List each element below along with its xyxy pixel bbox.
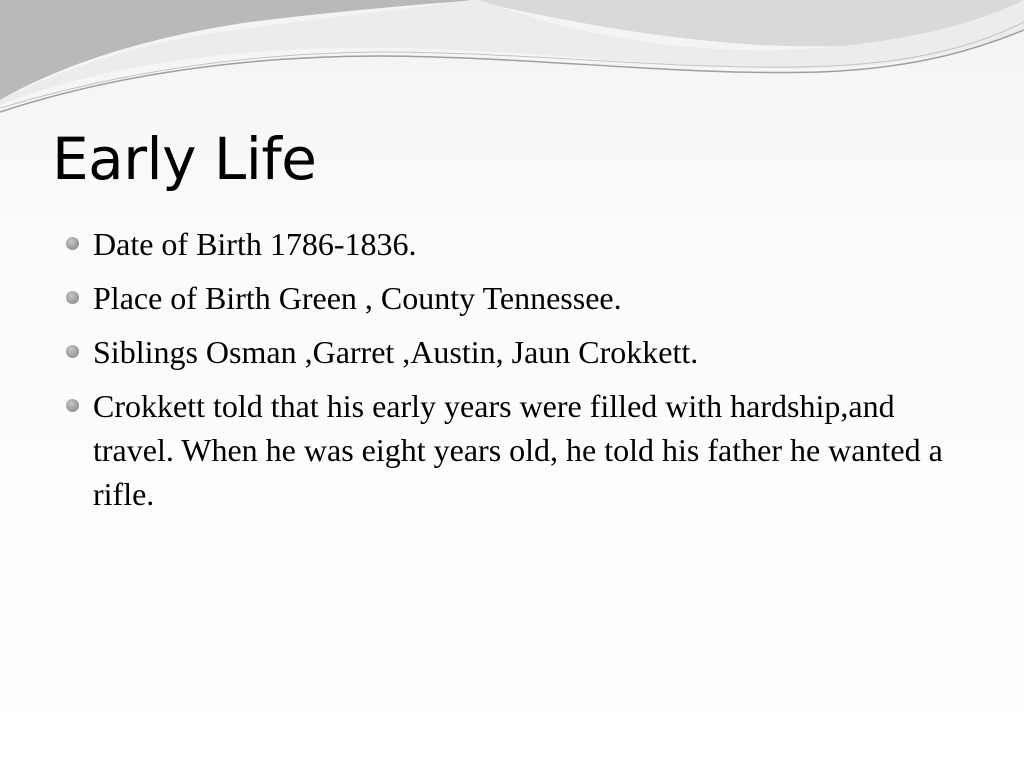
- bullet-text: Date of Birth 1786-1836.: [93, 226, 417, 262]
- bullet-dot-icon: [66, 237, 79, 250]
- bullet-text: Siblings Osman ,Garret ,Austin, Jaun Crokkett.: [93, 334, 699, 370]
- bullet-item-siblings: [66, 330, 966, 374]
- slide-title: Early Life: [52, 125, 317, 193]
- bullet-list: [66, 222, 966, 526]
- bullet-item-early-years: [66, 384, 966, 516]
- bullet-dot-icon: [66, 345, 79, 358]
- bullet-item-birth-date: [66, 222, 966, 266]
- bullet-item-birth-place: [66, 276, 966, 320]
- bullet-dot-icon: [66, 399, 79, 412]
- bullet-text: Place of Birth Green , County Tennessee.: [93, 280, 622, 316]
- header-wave-decoration: [0, 0, 1024, 130]
- bullet-dot-icon: [66, 291, 79, 304]
- bullet-text: Crokkett told that his early years were filled with hardship,and travel. When he was eight years old, he told his father he wanted a rifle.: [93, 388, 943, 512]
